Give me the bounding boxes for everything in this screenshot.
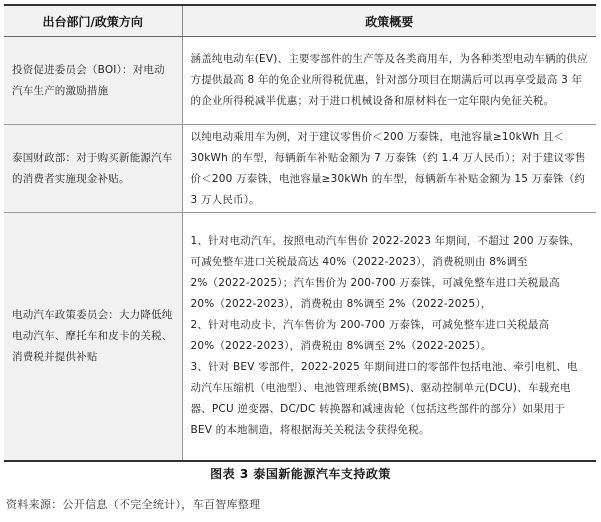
figure-caption: 图表 3 泰国新能源汽车支持政策 (210, 467, 391, 481)
summary-paragraph: 3、针对 BEV 零部件，2022-2025 年期间进口的零部件包括电池、牵引电机、电动汽车压缩机（电池型）、电池管理系统(BMS)、驱动控制单元(DCU)、车载充电器、PCU 逆变器、DC/DC 转换器和减速齿轮（包括这些部件的部分）如果用于 BEV 的本地制造，将根据海关关税法令获得免税。 (190, 361, 578, 437)
row-summary (182, 37, 596, 125)
summary-paragraph: 涵盖纯电动车(EV)、主要零部件的生产等及各类商用车，为各种类型电动车辆的供应方提供最高 8 年的免企业所得税优惠，针对部分项目在期满后可以再享受最高 3 年的企业所得税减半优惠；对于进口机械设备和原材料在一定年限内免征关税。 (190, 53, 588, 107)
row-summary (182, 125, 596, 213)
summary-paragraph: 1、针对电动汽车，按照电动汽车售价 2022-2023 年期间，不超过 200 万泰铢，可减免整车进口关税最高达 40%（2022-2023），消费税则由 8%调至 2%（2022-2025）；汽车售价为 200-700 万泰铢，可减免整车进口关税最高 20%（2022-2023），消费税由 8%调至 2%（2022-2025）， (190, 235, 581, 311)
summary-paragraph: 2、针对电动皮卡，汽车售价为 200-700 万泰铢，可减免整车进口关税最高 20%（2022-2023），消费税由 8%调至 2%（2022-2025）。 (190, 319, 550, 353)
policy-table (4, 4, 596, 462)
header-department: 出台部门/政策方向 (4, 5, 182, 37)
row-department: 投资促进委员会（BOI）：对电动汽车生产的激励措施 (4, 37, 182, 125)
table-header-row (4, 5, 596, 37)
source-note: 资料来源：公开信息（不完全统计），车百智库整理 (6, 498, 261, 511)
summary-paragraph: 以纯电动乘用车为例，对于建议零售价＜200 万泰铢，电池容量≥10kWh 且＜30kWh 的车型，每辆新车补贴金额为 7 万泰铢（约 1.4 万人民币）；对于建议零售价＜200 万泰铢，电池容量≥30kWh 的车型，每辆新车补贴金额为 15 万泰铢（约 3 万人民币）。 (190, 130, 586, 206)
table-row (4, 37, 596, 125)
table-row (4, 213, 596, 461)
table-row (4, 125, 596, 213)
row-department: 电动汽车政策委员会：大力降低纯电动汽车、摩托车和皮卡的关税、消费税并提供补贴 (4, 213, 182, 461)
row-summary (182, 213, 596, 461)
row-department: 泰国财政部：对于购买新能源汽车的消费者实施现金补贴。 (4, 125, 182, 213)
header-summary: 政策概要 (182, 5, 596, 37)
